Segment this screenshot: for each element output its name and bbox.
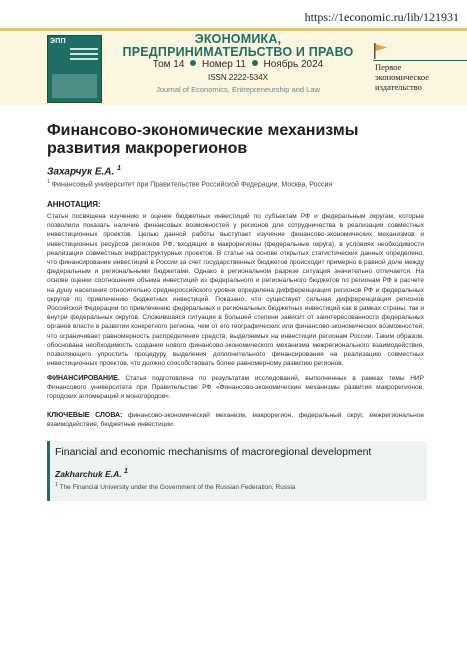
keywords-text: финансово-экономический механизм, макрорегион, федеральный округ, межрегиональное взаимодействие, бюджетные инвестиции. [47,412,425,429]
journal-date: Ноябрь 2024 [263,59,324,70]
english-affiliation [55,482,295,491]
english-affiliation-sup: 1 [55,482,58,488]
keywords-label: КЛЮЧЕВЫЕ СЛОВА: [47,412,123,419]
journal-title-line1: ЭКОНОМИКА, [194,32,282,46]
flag-icon [373,42,389,60]
article-title: Финансово-экономические механизмы развития макрорегионов [47,122,359,157]
funding-text: Статья подготовлена по результатам исследований, выполненных в рамках темы НИР Финансового университета при Правительстве РФ «Финансово-экономические механизмы развития макрорегионов, городских агломераций и моногородов». [47,375,425,401]
author-name: Захарчук Е.А. [47,166,115,178]
cover-label: ЭПП [50,38,66,45]
journal-title-en: Journal of Economics, Entrepreneurship and Law [156,85,320,94]
journal-cover-thumbnail [47,35,102,103]
badge-divider [373,60,467,61]
funding-label: ФИНАНСИРОВАНИЕ. [47,375,120,382]
affiliation-sup: 1 [47,179,50,185]
publisher-line3: издательство [375,82,422,92]
journal-issn: ISSN 2222-534X [207,73,269,82]
english-author-name: Zakharchuk E.A. [55,468,122,479]
journal-issue-line [116,59,360,70]
english-author-sup: 1 [123,468,128,475]
english-summary-box [47,441,427,501]
publisher-badge [373,42,467,102]
abstract-label: АННОТАЦИЯ: [47,200,101,209]
publisher-line2: экономическое [375,72,430,82]
journal-title [116,33,360,59]
article-author [47,165,121,177]
journal-volume: Том 14 [152,59,185,70]
article-affiliation [47,179,332,188]
journal-number: Номер 11 [201,59,246,70]
cover-image [52,74,97,98]
bullet-dot-icon [252,60,258,66]
cover-lines [70,48,98,63]
funding-paragraph [47,374,424,402]
affiliation-text: Финансовый университет при Правительстве Российской Федерации, Москва, Россия [51,181,333,189]
publisher-name [375,62,429,92]
journal-title-line2: ПРЕДПРИНИМАТЕЛЬСТВО И ПРАВО [122,45,354,59]
english-box-accent-bar [47,441,50,501]
abstract-text: Статья посвящена изучению и оценке бюджетных инвестиций по субъектам РФ и федеральным округам, которые позволили показать наличие финансовых возможностей у регионов для сотрудничества в реализации совместных инвестиционных проектов. Целью данной работы выступает изучение финансово-экономических механизмов и инвестиционных ресурсов регионов РФ, входящих в макрорегионы (федеральные округа), в условиях необходимости реализации совместных инфраструктурных проектов. В статье на основе открытых статистических данных определено, что финансирование инвестиций в России за счет государственных бюджетов происходит примерно в равной доле между федеральным и региональными бюджетами. Однако в региональном разрезе ситуация значительно отличается. На основе оценки соотношения объема инвестиций из федерального и регионального бюджетов по регионам РФ в расчете на душу населения относительно среднероссийского уровня определена дифференциация регионов РФ и федеральных округов по привлечению бюджетных инвестиций. Показано, что существует сильная дифференциация регионов Российской Федерации по привлечению федеральных и региональных бюджетных инвестиций как в рамках страны, так и внутри федеральных округов. Сложившаяся ситуация в большей степени зависит от заинтересованности федеральных органов власти в развитии конкретного региона, чем от его географических или финансово-экономических возможностей, что ограничивает равномерность распределения средств, выделяемых на инвестиции регионам России. Таким образом, обоснована необходимость создания нового финансово-экономического механизма межрегионального взаимодействия, позволяющего упростить процедуру выделения дополнительного финансирования на реализацию совместных инвестиционных проектов, что должно способствовать более равномерному развитию регионов. [47,213,424,368]
header-stripe [0,28,467,31]
publisher-line1: Первое [375,62,402,72]
article-url[interactable]: https://1economic.ru/lib/121931 [304,10,459,24]
english-title: Financial and economic mechanisms of macroregional development [55,446,372,458]
bullet-dot-icon [190,60,196,66]
author-sup: 1 [117,165,121,172]
journal-header [0,28,467,106]
english-affiliation-text: The Financial University under the Government of the Russian Federation, Russia [59,484,296,492]
keywords-paragraph [47,411,424,429]
english-author [55,468,128,479]
